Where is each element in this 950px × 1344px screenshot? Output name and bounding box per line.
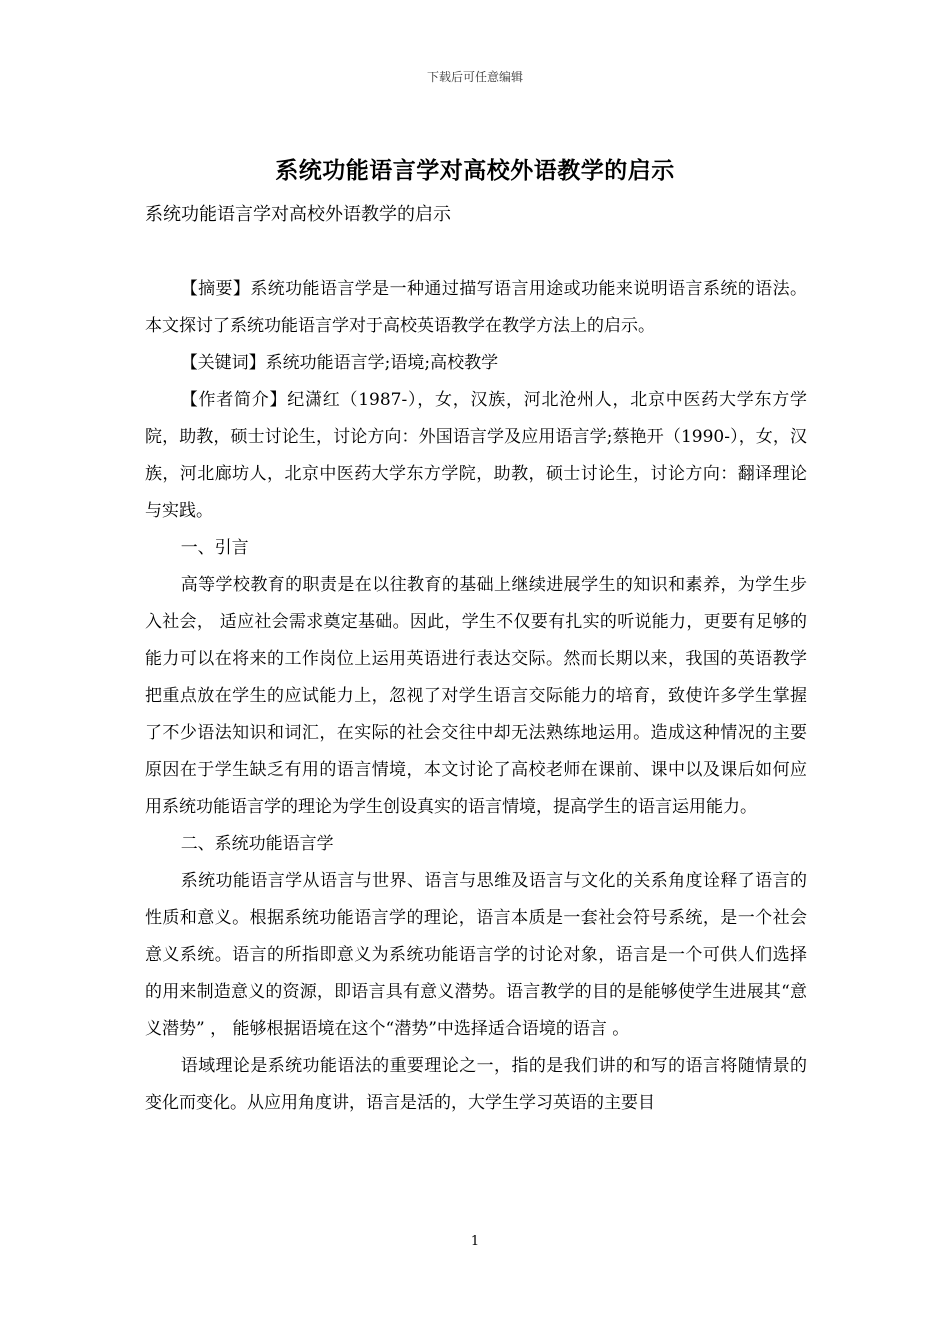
- keywords-paragraph: 【关键词】系统功能语言学;语境;高校教学: [180, 353, 499, 373]
- body-paragraph: 语域理论是系统功能语法的重要理论之一，指的是我们讲的和写的语言将随情景的变化而变化。从应用角度讲，语言是活的，大学生学习英语的主要目: [145, 1056, 807, 1113]
- page-header: 下载后可任意编辑: [426, 70, 523, 84]
- body-paragraph: 高等学校教育的职责是在以往教育的基础上继续进展学生的知识和素养，为学生步入社会， 适应社会需求奠定基础。因此，学生不仅要有扎实的听说能力，更要有足够的能力可以在将来的工作岗位上运用英语进行表达交际。然而长期以来，我国的英语教学把重点放在学生的应试能力上，忽视了对学生语言交际能力的培育，致使许多学生掌握了不少语法知识和词汇，在实际的社会交往中却无法熟练地运用。造成这种情况的主要原因在于学生缺乏有用的语言情境，本文讨论了高校老师在课前、课中以及课后如何应用系统功能语言学的理论为学生创设真实的语言情境，提高学生的语言运用能力。: [145, 575, 807, 817]
- abstract-paragraph: 【摘要】系统功能语言学是一种通过描写语言用途或功能来说明语言系统的语法。本文探讨了系统功能语言学对于高校英语教学在教学方法上的启示。: [145, 279, 807, 336]
- body-paragraph: 系统功能语言学从语言与世界、语言与思维及语言与文化的关系角度诠释了语言的性质和意义。根据系统功能语言学的理论，语言本质是一套社会符号系统，是一个社会意义系统。语言的所指即意义为系统功能语言学的讨论对象，语言是一个可供人们选择的用来制造意义的资源，即语言具有意义潜势。语言教学的目的是能够使学生进展其“意义潜势” ， 能够根据语境在这个“潜势”中选择适合语境的语言 。: [145, 871, 807, 1039]
- document-body: [145, 271, 807, 1122]
- document-title: 系统功能语言学对高校外语教学的启示: [275, 157, 675, 184]
- page-number: 1: [470, 1234, 480, 1249]
- section-heading-sfl: 二、系统功能语言学: [180, 834, 334, 854]
- section-heading-introduction: 一、引言: [180, 538, 249, 558]
- document-subtitle: 系统功能语言学对高校外语教学的启示: [145, 204, 451, 225]
- author-bio-paragraph: 【作者简介】纪潇红（1987-），女，汉族，河北沧州人，北京中医药大学东方学院，助教，硕士讨论生，讨论方向：外国语言学及应用语言学;蔡艳开（1990-），女，汉族，河北廊坊人，北京中医药大学东方学院，助教，硕士讨论生，讨论方向：翻译理论与实践。: [145, 390, 807, 521]
